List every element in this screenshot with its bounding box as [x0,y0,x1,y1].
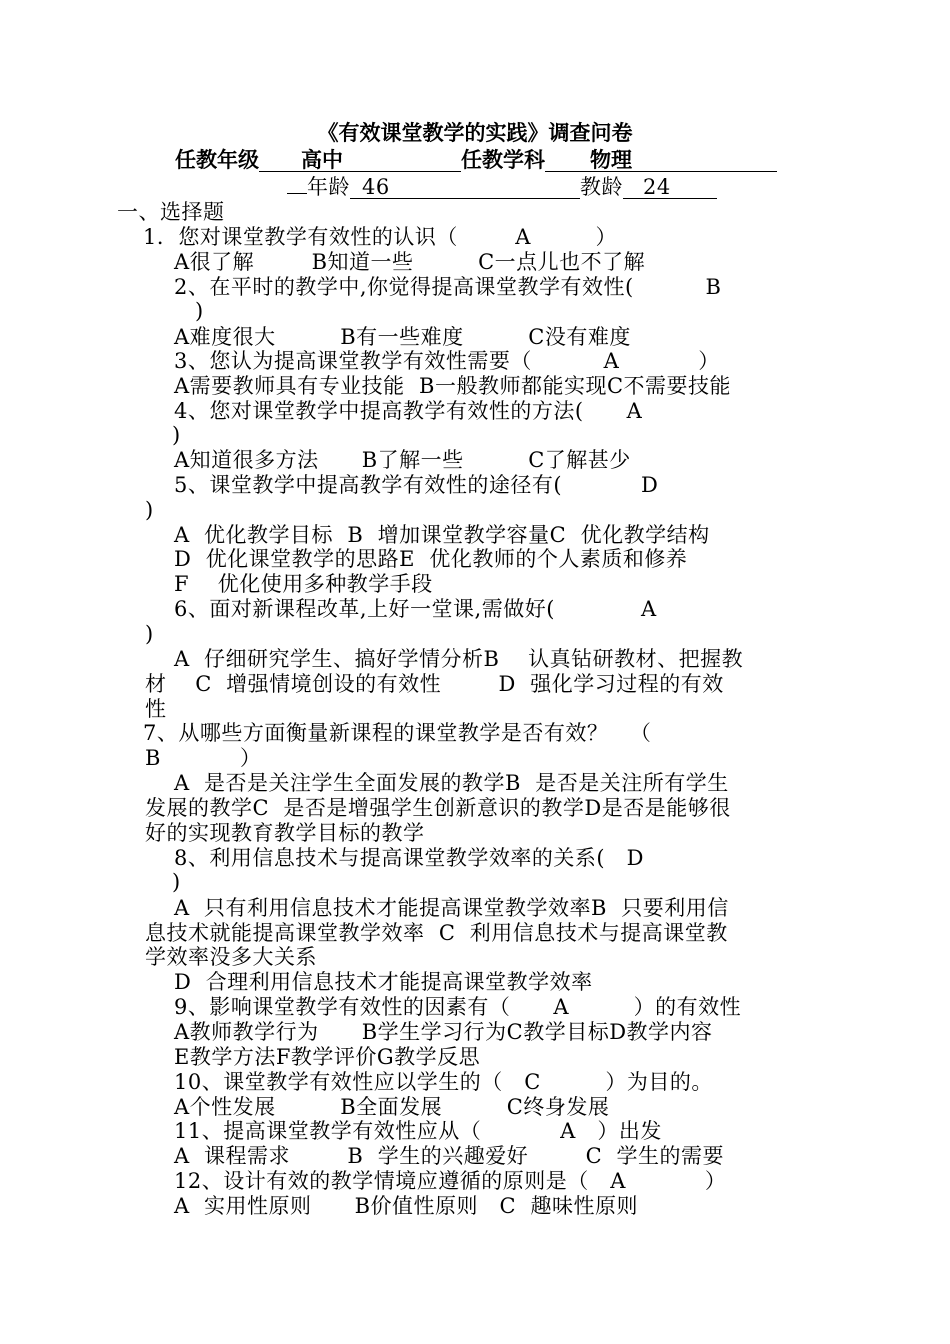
question-1-stem: 1．您对课堂教学有效性的认识（ A ） [143,225,618,249]
question-3-stem: 3、您认为提高课堂教学有效性需要（ A ） [174,349,720,373]
question-8-option-line-4: D 合理利用信息技术才能提高课堂教学效率 [174,970,593,994]
question-10-stem: 10、课堂教学有效性应以学生的（ C ）为目的。 [174,1070,713,1094]
question-4-stem: 4、您对课堂教学中提高教学有效性的方法( A [174,399,643,423]
document-title: 《有效课堂教学的实践》调查问卷 [317,121,633,145]
question-8-option-line-1: A 只有利用信息技术才能提高课堂教学效率B 只要利用信 [174,896,729,920]
question-5-option-line-2: D 优化课堂教学的思路E 优化教师的个人素质和修养 [174,547,688,571]
question-11-options: A 课程需求 B 学生的兴趣爱好 C 学生的需要 [174,1144,725,1168]
header-line-age [287,175,717,200]
question-12-options: A 实用性原则 B价值性原则 C 趣味性原则 [174,1194,638,1218]
section-heading: 一、选择题 [117,200,225,224]
question-5-option-line-1: A 优化教学目标 B 增加课堂教学容量C 优化教学结构 [174,523,710,547]
question-8-option-line-2: 息技术就能提高课堂教学效率 C 利用信息技术与提高课堂教 [145,921,728,945]
subject-label: 任教学科 [461,148,545,172]
question-7-option-line-1: A 是否是关注学生全面发展的教学B 是否是关注所有学生 [174,771,729,795]
question-5-stem-cont: ) [145,498,154,522]
question-2-stem-cont: ) [195,299,204,323]
question-7-stem: 7、从哪些方面衡量新课程的课堂教学是否有效？ （ [143,721,652,745]
question-6-option-line-3: 性 [145,697,167,721]
question-5-stem: 5、课堂教学中提高教学有效性的途径有( D [174,473,659,497]
question-9-option-line-2: E教学方法F教学评价G教学反思 [174,1045,481,1069]
header-line-grade-subject [175,147,777,173]
question-2-stem: 2、在平时的教学中,你觉得提高课堂教学有效性( B [174,275,722,299]
question-6-option-line-1: A 仔细研究学生、搞好学情分析B 认真钻研教材、把握教 [174,647,744,671]
question-10-options: A个性发展 B全面发展 C终身发展 [174,1095,610,1119]
question-8-stem-cont: ) [172,870,181,894]
question-9-stem: 9、影响课堂教学有效性的因素有（ A ）的有效性 [174,995,742,1019]
question-6-stem: 6、面对新课程改革,上好一堂课,需做好( A [174,597,657,621]
question-1-options: A很了解 B知道一些 C一点儿也不了解 [174,250,646,274]
question-7-option-line-3: 好的实现教育教学目标的教学 [145,821,425,845]
question-8-stem: 8、利用信息技术与提高课堂教学效率的关系( D [174,846,644,870]
grade-label: 任教年级 [175,148,259,172]
question-3-options: A需要教师具有专业技能 B一般教师都能实现C不需要技能 [174,374,732,398]
age-label: 年龄 [307,175,350,199]
question-7-stem-cont: B ） [145,746,262,770]
question-4-stem-cont: ) [172,423,181,447]
question-4-options: A知道很多方法 B了解一些 C了解甚少 [174,448,631,472]
grade-value: 高中 [259,149,461,172]
question-11-stem: 11、提高课堂教学有效性应从（ A ）出发 [174,1119,662,1143]
question-5-option-line-3: F 优化使用多种教学手段 [174,572,433,596]
question-7-option-line-2: 发展的教学C 是否是增强学生创新意识的教学D是否是能够很 [145,796,731,820]
question-12-stem: 12、设计有效的教学情境应遵循的原则是（ A ） [174,1169,727,1193]
age-value: 46 [350,176,580,199]
question-9-option-line-1: A教师教学行为 B学生学习行为C教学目标D教学内容 [174,1020,713,1044]
question-6-option-line-2: 材 C 增强情境创设的有效性 D 强化学习过程的有效 [145,672,724,696]
question-6-stem-cont: ) [145,622,154,646]
teaching-age-label: 教龄 [580,175,623,199]
question-8-option-line-3: 学效率没多大关系 [145,945,317,969]
teaching-age-value: 24 [623,176,717,199]
subject-value: 物理 [545,149,777,172]
question-2-options: A难度很大 B有一些难度 C没有难度 [174,325,631,349]
